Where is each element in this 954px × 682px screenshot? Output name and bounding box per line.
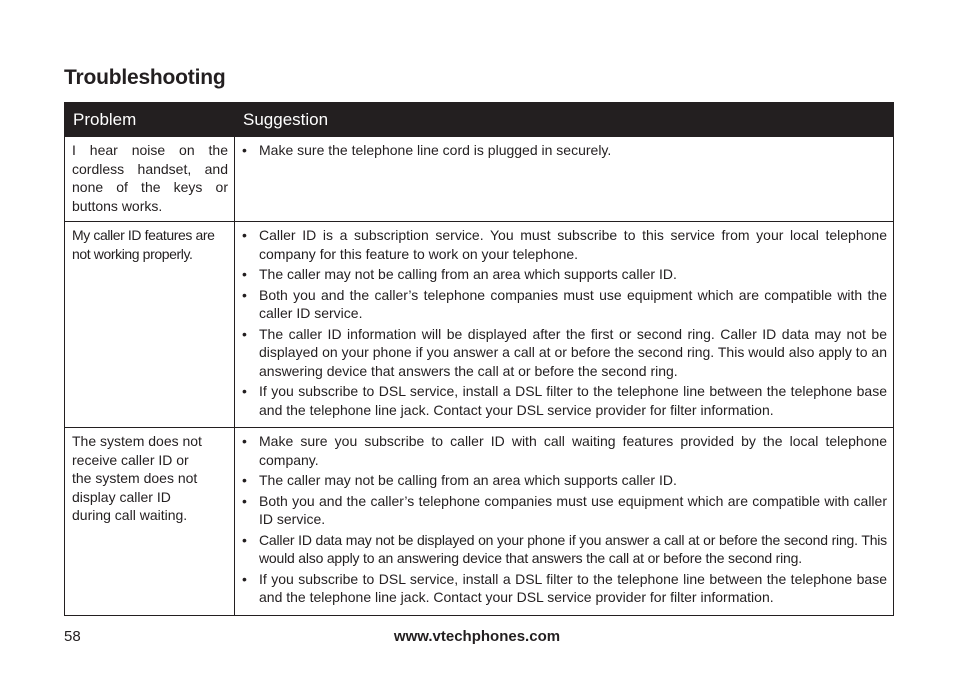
- suggestion-item: • The caller may not be calling from an area which supports caller ID.: [242, 471, 887, 490]
- header-suggestion: Suggestion: [235, 103, 894, 137]
- problem-cell: The system does not receive caller ID or the system does not display caller ID during call waiting.: [65, 428, 235, 616]
- suggestion-item: • Both you and the caller’s telephone companies must use equipment which are compatible with the caller ID service.: [242, 286, 887, 323]
- problem-cell: My caller ID features are not working properly.: [65, 222, 235, 428]
- problem-cell: I hear noise on the cordless handset, and none of the keys or buttons works.: [65, 137, 235, 222]
- suggestion-cell: [235, 222, 894, 428]
- troubleshooting-table: [64, 102, 894, 616]
- page-number: 58: [64, 628, 81, 645]
- suggestion-list: [242, 432, 887, 607]
- suggestion-item: • Both you and the caller’s telephone companies must use equipment which are compatible with caller ID service.: [242, 492, 887, 529]
- suggestion-item: • Make sure you subscribe to caller ID with call waiting features provided by the local telephone company.: [242, 432, 887, 469]
- table-header-row: [65, 103, 894, 137]
- suggestion-item: • If you subscribe to DSL service, install a DSL filter to the telephone line between the telephone base and the telephone line jack. Contact your DSL service provider for filter information.: [242, 382, 887, 419]
- suggestion-cell: [235, 137, 894, 222]
- website-url: www.vtechphones.com: [393, 628, 561, 645]
- suggestion-cell: [235, 428, 894, 616]
- suggestion-item: • The caller ID information will be displayed after the first or second ring. Caller ID data may not be displayed on your phone if you answer a call at or before the second ring. This would also apply to an answering device that answers the call at or before the second ring.: [242, 325, 887, 381]
- header-problem: Problem: [65, 103, 235, 137]
- page-title: Troubleshooting: [64, 66, 226, 89]
- suggestion-list: [242, 141, 887, 160]
- suggestion-item: • Make sure the telephone line cord is plugged in securely.: [242, 141, 887, 160]
- table-row: [65, 222, 894, 428]
- suggestion-item: • If you subscribe to DSL service, install a DSL filter to the telephone line between the telephone base and the telephone line jack. Contact your DSL service provider for filter information.: [242, 570, 887, 607]
- suggestion-item: • Caller ID is a subscription service. You must subscribe to this service from your local telephone company for this feature to work on your telephone.: [242, 226, 887, 263]
- table-row: [65, 137, 894, 222]
- table-row: [65, 428, 894, 616]
- suggestion-item: • The caller may not be calling from an area which supports caller ID.: [242, 265, 887, 284]
- suggestion-list: [242, 226, 887, 419]
- suggestion-item: • Caller ID data may not be displayed on your phone if you answer a call at or before the second ring. This would also apply to an answering device that answers the call at or before the second ring.: [242, 531, 887, 568]
